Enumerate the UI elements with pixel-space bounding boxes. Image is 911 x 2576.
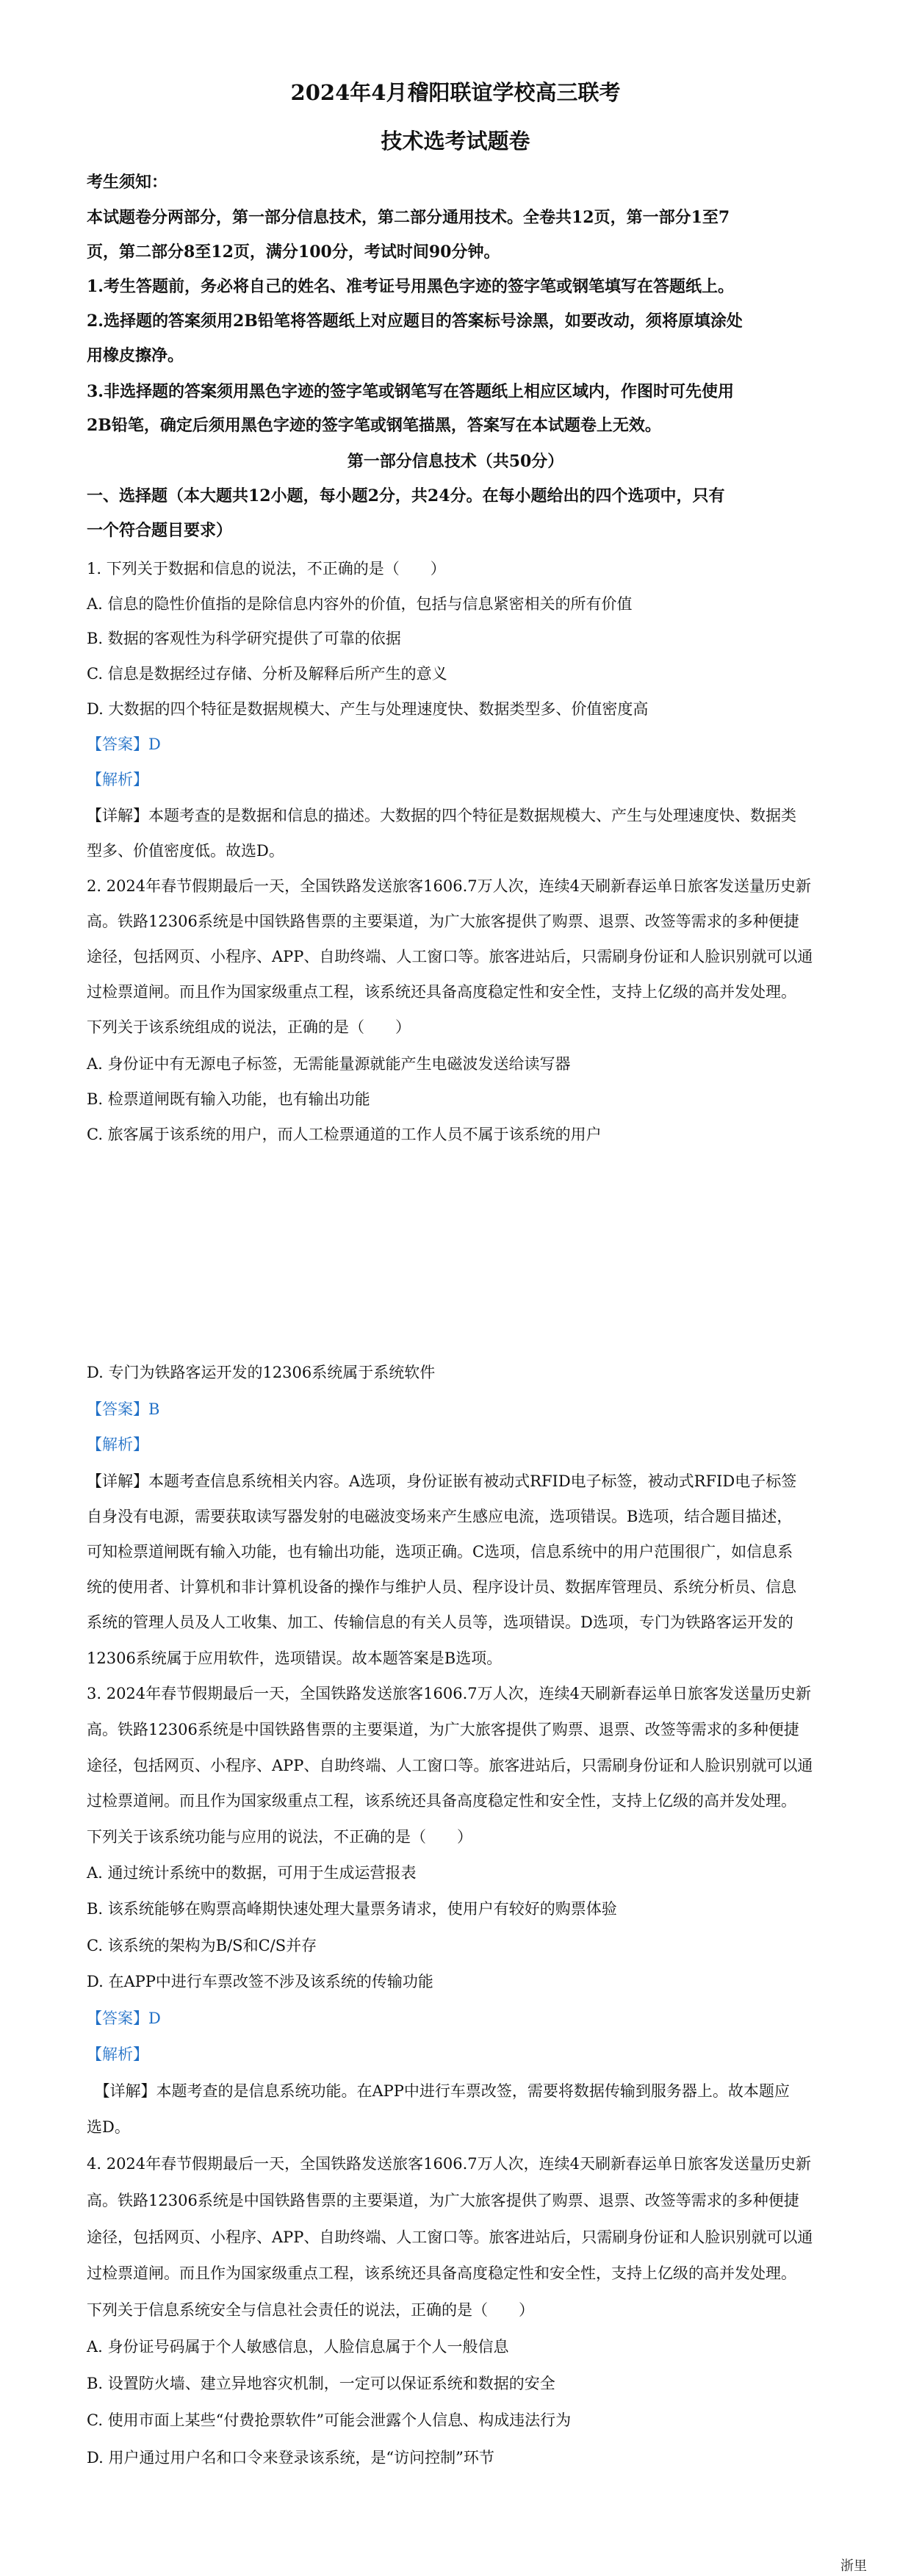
q1-detail: 【详解】本题考查的是数据和信息的描述。大数据的四个特征是数据规模大、产生与处理速度快、数据类 (87, 807, 796, 824)
q2-detail: 可知检票道闸既有输入功能，也有输出功能，选项正确。C选项，信息系统中的用户范围很广，如信息系 (87, 1543, 793, 1561)
q3-stem: 下列关于该系统功能与应用的说法，不正确的是（ ） (87, 1828, 472, 1846)
q3-option-c: C. 该系统的架构为B/S和C/S并存 (87, 1937, 317, 1954)
footer-watermark-text: 浙里 (840, 2558, 867, 2574)
q2-answer: 【答案】B (87, 1400, 160, 1418)
q2-detail: 统的使用者、计算机和非计算机设备的操作与维护人员、程序设计员、数据库管理员、系统分析员、信息 (87, 1578, 796, 1596)
q3-option-a: A. 通过统计系统中的数据，可用于生成运营报表 (87, 1864, 417, 1882)
q2-option-a: A. 身份证中有无源电子标签，无需能量源就能产生电磁波发送给读写器 (87, 1055, 571, 1073)
notice-line: 用橡皮擦净。 (87, 346, 184, 365)
q2-stem: 途径，包括网页、小程序、APP、自助终端、人工窗口等。旅客进站后，只需刷身份证和人脸识别就可以通 (87, 948, 813, 965)
q4-stem: 下列关于信息系统安全与信息社会责任的说法，正确的是（ ） (87, 2301, 534, 2319)
notice-line: 页，第二部分8至12页，满分100分，考试时间90分钟。 (87, 242, 500, 262)
q1-option-d: D. 大数据的四个特征是数据规模大、产生与处理速度快、数据类型多、价值密度高 (87, 700, 649, 718)
q2-stem: 过检票道闸。而且作为国家级重点工程，该系统还具备高度稳定性和安全性，支持上亿级的高并发处理。 (87, 983, 796, 1001)
exam-title: 2024年4月稽阳联谊学校高三联考 (290, 80, 621, 105)
q4-option-a: A. 身份证号码属于个人敏感信息，人脸信息属于个人一般信息 (87, 2338, 509, 2356)
notice-line: 1.考生答题前，务必将自己的姓名、准考证号用黑色字迹的签字笔或钢笔填写在答题纸上。 (87, 277, 734, 296)
q2-stem: 2. 2024年春节假期最后一天，全国铁路发送旅客1606.7万人次，连续4天刷新春运单日旅客发送量历史新 (87, 877, 811, 895)
q3-answer: 【答案】D (87, 2010, 161, 2027)
q3-stem: 过检票道闸。而且作为国家级重点工程，该系统还具备高度稳定性和安全性，支持上亿级的高并发处理。 (87, 1792, 796, 1810)
section-instruction: 一、选择题（本大题共12小题，每小题2分，共24分。在每小题给出的四个选项中，只有 (87, 486, 725, 506)
q1-option-a: A. 信息的隐性价值指的是除信息内容外的价值，包括与信息紧密相关的所有价值 (87, 595, 633, 613)
q2-analysis-label: 【解析】 (87, 1436, 148, 1453)
q4-stem: 高。铁路12306系统是中国铁路售票的主要渠道，为广大旅客提供了购票、退票、改签等需求的多种便捷 (87, 2192, 799, 2209)
q1-option-c: C. 信息是数据经过存储、分析及解释后所产生的意义 (87, 665, 447, 683)
q3-stem: 途径，包括网页、小程序、APP、自助终端、人工窗口等。旅客进站后，只需刷身份证和人脸识别就可以通 (87, 1757, 813, 1774)
q3-stem: 3. 2024年春节假期最后一天，全国铁路发送旅客1606.7万人次，连续4天刷新春运单日旅客发送量历史新 (87, 1685, 811, 1702)
notice-line: 3.非选择题的答案须用黑色字迹的签字笔或钢笔写在答题纸上相应区域内，作图时可先使用 (87, 382, 734, 401)
q3-detail: 选D。 (87, 2118, 130, 2136)
q4-stem: 途径，包括网页、小程序、APP、自助终端、人工窗口等。旅客进站后，只需刷身份证和人脸识别就可以通 (87, 2228, 813, 2246)
notice-heading: 考生须知： (87, 173, 168, 192)
notice-line: 2.选择题的答案须用2B铅笔将答题纸上对应题目的答案标号涂黑，如要改动，须将原填涂处 (87, 312, 743, 331)
q1-analysis-label: 【解析】 (87, 771, 148, 788)
q4-option-b: B. 设置防火墙、建立异地容灾机制，一定可以保证系统和数据的安全 (87, 2375, 555, 2392)
q1-stem: 1. 下列关于数据和信息的说法，不正确的是（ ） (87, 560, 446, 578)
q2-detail: 12306系统属于应用软件，选项错误。故本题答案是B选项。 (87, 1649, 503, 1667)
q1-option-b: B. 数据的客观性为科学研究提供了可靠的依据 (87, 630, 401, 647)
q3-analysis-label: 【解析】 (87, 2046, 148, 2063)
q3-detail: 【详解】本题考查的是信息系统功能。在APP中进行车票改签，需要将数据传输到服务器上。故本题应 (87, 2082, 790, 2100)
notice-line: 2B铅笔，确定后须用黑色字迹的签字笔或钢笔描黑，答案写在本试题卷上无效。 (87, 416, 661, 435)
q2-detail: 系统的管理人员及人工收集、加工、传输信息的有关人员等，选项错误。D选项，专门为铁路客运开发的 (87, 1613, 793, 1631)
q2-option-c: C. 旅客属于该系统的用户，而人工检票通道的工作人员不属于该系统的用户 (87, 1126, 602, 1143)
q4-option-d: D. 用户通过用户名和口令来登录该系统，是“访问控制”环节 (87, 2449, 494, 2467)
q2-detail: 自身没有电源，需要获取读写器发射的电磁波变场来产生感应电流，选项错误。B选项，结合题目描述， (87, 1508, 793, 1525)
q2-detail: 【详解】本题考查信息系统相关内容。A选项，身份证嵌有被动式RFID电子标签，被动式RFID电子标签 (87, 1472, 797, 1490)
exam-subtitle: 技术选考试题卷 (381, 129, 530, 154)
q1-detail: 型多、价值密度低。故选D。 (87, 842, 284, 860)
notice-line: 本试题卷分两部分，第一部分信息技术，第二部分通用技术。全卷共12页，第一部分1至7 (87, 208, 730, 227)
q4-option-c: C. 使用市面上某些“付费抢票软件”可能会泄露个人信息、构成违法行为 (87, 2411, 572, 2429)
q3-stem: 高。铁路12306系统是中国铁路售票的主要渠道，为广大旅客提供了购票、退票、改签等需求的多种便捷 (87, 1721, 799, 1738)
q4-stem: 过检票道闸。而且作为国家级重点工程，该系统还具备高度稳定性和安全性，支持上亿级的高并发处理。 (87, 2264, 796, 2282)
q3-option-b: B. 该系统能够在购票高峰期快速处理大量票务请求，使用户有较好的购票体验 (87, 1900, 617, 1918)
q2-option-b: B. 检票道闸既有输入功能，也有输出功能 (87, 1090, 370, 1108)
q2-stem: 下列关于该系统组成的说法，正确的是（ ） (87, 1018, 411, 1036)
q3-option-d: D. 在APP中进行车票改签不涉及该系统的传输功能 (87, 1973, 433, 1990)
section-instruction: 一个符合题目要求） (87, 521, 233, 540)
q2-option-d: D. 专门为铁路客运开发的12306系统属于系统软件 (87, 1364, 436, 1381)
q4-stem: 4. 2024年春节假期最后一天，全国铁路发送旅客1606.7万人次，连续4天刷新春运单日旅客发送量历史新 (87, 2155, 811, 2173)
part1-title: 第一部分信息技术（共50分） (347, 452, 564, 471)
q1-answer: 【答案】D (87, 735, 161, 753)
q2-stem: 高。铁路12306系统是中国铁路售票的主要渠道，为广大旅客提供了购票、退票、改签等需求的多种便捷 (87, 913, 799, 930)
